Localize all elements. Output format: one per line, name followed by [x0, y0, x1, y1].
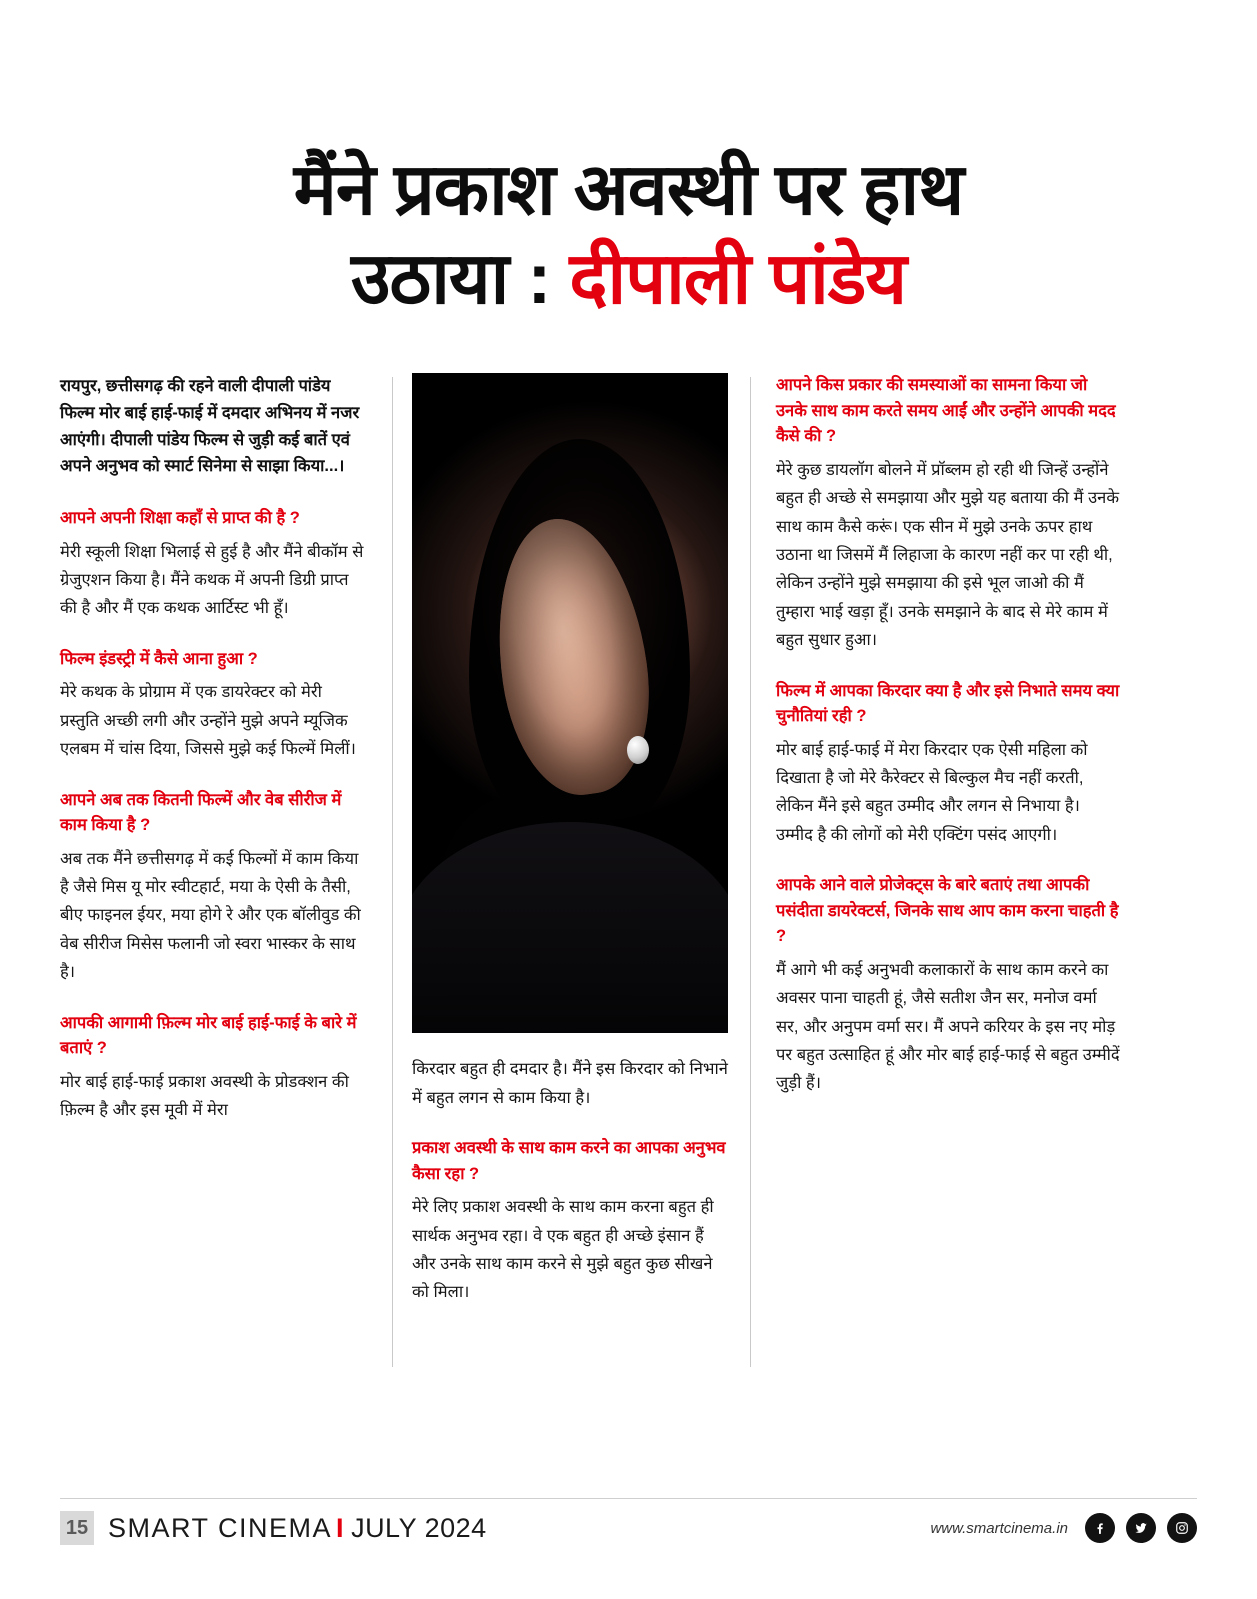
issue-date: JULY 2024 — [351, 1512, 487, 1543]
page-title — [60, 0, 1197, 319]
portrait-shoulder — [412, 822, 728, 1033]
answer-2: मेरे कथक के प्रोग्राम में एक डायरेक्टर को मेरी प्रस्तुति अच्छी लगी और उन्होंने मुझे अपने म्यूजिक एलबम में चांस दिया, जिससे मुझे कई फिल्में मिलीं। — [60, 683, 356, 759]
question-7: फिल्म में आपका किरदार क्या है और इसे निभाते समय क्या चुनौतियां रही ? — [776, 681, 1120, 726]
question-5: प्रकाश अवस्थी के साथ काम करने का आपका अनुभव कैसा रहा ? — [412, 1139, 726, 1183]
answer-5: मेरे लिए प्रकाश अवस्थी के साथ काम करना बहुत ही सार्थक अनुभव रहा। वे एक बहुत ही अच्छे इंसान हैं और उनके साथ काम करने से मुझे बहुत कुछ सीखने को मिला। — [412, 1198, 714, 1302]
brand-name: SMART CINEMA — [108, 1512, 333, 1543]
footer-right — [930, 1513, 1197, 1543]
question-1: आपने अपनी शिक्षा कहाँ से प्राप्त की है ? — [60, 509, 300, 528]
portrait-image — [412, 373, 728, 1033]
website-url[interactable]: www.smartcinema.in — [930, 1519, 1068, 1537]
brand-separator: I — [336, 1512, 346, 1543]
question-6: आपने किस प्रकार की समस्याओं का सामना किया जो उनके साथ काम करते समय आईं और उन्होंने आपकी मदद कैसे की ? — [776, 376, 1116, 446]
answer-1: मेरी स्कूली शिक्षा भिलाई से हुई है और मैंने बीकॉम से ग्रेजुएशन किया है। मैंने कथक में अपनी डिग्री प्राप्त की है और मैं एक कथक आर्टिस्ट भी हूँ। — [60, 542, 364, 618]
article-photo — [412, 373, 728, 1033]
magazine-brand — [108, 1513, 487, 1544]
question-3: आपने अब तक कितनी फिल्में और वेब सीरीज में काम किया है ? — [60, 790, 342, 835]
column-left — [60, 373, 390, 1373]
column-middle — [390, 373, 750, 1373]
question-8: आपके आने वाले प्रोजेक्ट्स के बारे बताएं तथा आपकी पसंदीता डायरेक्टर्स, जिनके साथ आप काम करना चाहती है ? — [776, 876, 1119, 946]
page-footer — [60, 1498, 1197, 1557]
question-4: आपकी आगामी फ़िल्म मोर बाई हाई-फाई के बारे में बताएं ? — [60, 1013, 357, 1058]
answer-4-continued: किरदार बहुत ही दमदार है। मैंने इस किरदार को निभाने में बहुत लगन से काम किया है। — [412, 1060, 728, 1107]
answer-4: मोर बाई हाई-फाई प्रकाश अवस्थी के प्रोडक्शन की फ़िल्म है और इस मूवी में मेरा — [60, 1072, 349, 1119]
question-2: फिल्म इंडस्ट्री में कैसे आना हुआ ? — [60, 649, 258, 668]
headline-line-1: मैंने प्रकाश अवस्थी पर हाथ — [293, 150, 964, 230]
page-number: 15 — [60, 1511, 94, 1545]
headline-accent: दीपाली पांडेय — [569, 238, 907, 319]
answer-6: मेरे कुछ डायलॉग बोलने में प्रॉब्लम हो रही थी जिन्हें उन्होंने बहुत ही अच्छे से समझाया और मुझे यह बताया की मैं उनके साथ काम कैसे करूं। एक सीन में मुझे उनके ऊपर हाथ उठाना था जिसमें मैं लिहाजा के कारण नहीं कर पा रही थी, लेकिन उन्होंने मुझे समझाया की इसे भूल जाओ की मैं तुम्हारा भाई खड़ा हूँ। उनके समझाने के बाद से मेरे काम में बहुत सुधार हुआ। — [776, 460, 1119, 650]
headline-prefix: उठाया : — [350, 238, 570, 319]
instagram-icon[interactable] — [1167, 1513, 1197, 1543]
twitter-icon[interactable] — [1126, 1513, 1156, 1543]
facebook-icon[interactable] — [1085, 1513, 1115, 1543]
answer-8: मैं आगे भी कई अनुभवी कलाकारों के साथ काम करने का अवसर पाना चाहती हूं, जैसे सतीश जैन सर, मनोज वर्मा सर, और अनुपम वर्मा सर। मैं अपने करियर के इस नए मोड़ पर बहुत उत्साहित हूं और मोर बाई हाई-फाई से बहुत उम्मीदें जुड़ी हैं। — [776, 960, 1120, 1093]
article-intro: रायपुर, छत्तीसगढ़ की रहने वाली दीपाली पांडेय फिल्म मोर बाई हाई-फाई में दमदार अभिनय में नजर आएंगी। दीपाली पांडेय फिल्म से जुड़ी कई बातें एवं अपने अनुभव को स्मार्ट सिनेमा से साझा किया...। — [60, 377, 360, 476]
article-body — [60, 373, 1197, 1373]
answer-3: अब तक मैंने छत्तीसगढ़ में कई फिल्मों में काम किया है जैसे मिस यू मोर स्वीटहार्ट, मया के ऐसी के तैसी, बीए फाइनल ईयर, मया होगे रे और एक बॉलीवुड की वेब सीरीज मिसेस फलानी जो स्वरा भास्कर के साथ है। — [60, 849, 361, 982]
footer-left — [60, 1511, 487, 1545]
headline-line-2 — [60, 239, 1197, 320]
answer-7: मोर बाई हाई-फाई में मेरा किरदार एक ऐसी महिला को दिखाता है जो मेरे कैरेक्टर से बिल्कुल मैच नहीं करती, लेकिन मैंने इसे बहुत उम्मीद और लगन से निभाया है। उम्मीद है की लोगों को मेरी एक्टिंग पसंद आएगी। — [776, 740, 1088, 844]
column-right — [750, 373, 1120, 1373]
